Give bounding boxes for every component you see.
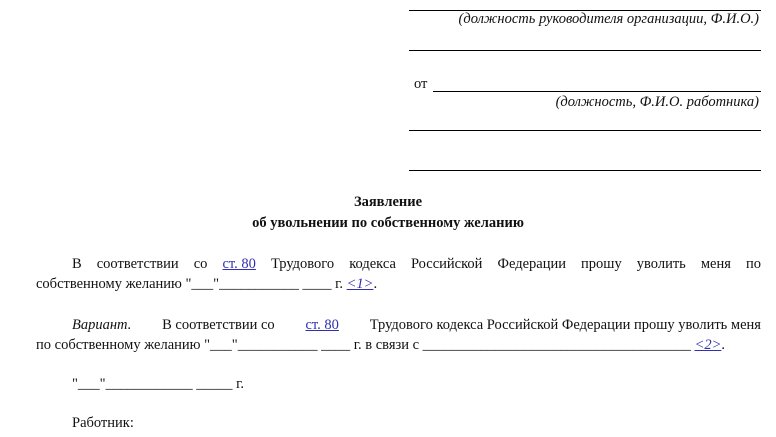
p1-word: прошу	[581, 256, 622, 272]
footnote-2-link[interactable]: <2>	[694, 337, 722, 353]
p1-word: кодекса	[349, 256, 396, 272]
p2-suffix: Трудового кодекса Российской Федерации прошу уволить меня	[369, 317, 761, 333]
p1-word: меня	[700, 256, 731, 272]
p1-end: .	[373, 276, 378, 292]
from-label: от	[414, 76, 428, 92]
p1-word: Российской	[410, 256, 483, 272]
p1-word: по	[745, 256, 761, 272]
employee-line-top	[433, 91, 761, 92]
paragraph2-line2	[36, 337, 725, 354]
paragraph1-line2	[36, 276, 377, 293]
employee-line-middle	[409, 130, 761, 131]
document-subtitle: об увольнении по собственному желанию	[252, 215, 524, 231]
p2-end: .	[721, 337, 726, 353]
director-caption: (должность руководителя организации, Ф.И.О.)	[458, 11, 759, 27]
footnote-1-link[interactable]: <1>	[346, 276, 374, 292]
date-line: "___"____________ _____ г.	[72, 376, 245, 392]
signature-label: Работник:	[72, 415, 134, 431]
p1-word: соответствии	[96, 256, 179, 272]
p1-line2-text: собственному желанию "___"___________ ____ г.	[36, 276, 344, 292]
document-title: Заявление	[353, 194, 423, 210]
p1-word: уволить	[636, 256, 686, 272]
p1-word: В	[72, 256, 82, 272]
article-80-link[interactable]: ст. 80	[222, 256, 256, 272]
p2-line2-text: по собственному желанию "___"___________ ____ г. в связи с _____________________________________	[36, 337, 691, 353]
p1-word: со	[193, 256, 208, 272]
paragraph1-line1	[72, 256, 761, 273]
p2-prefix: В соответствии со	[162, 317, 275, 333]
employee-line-bottom	[409, 170, 761, 171]
director-line-bottom	[409, 50, 761, 51]
article-80-link-variant[interactable]: ст. 80	[305, 317, 339, 333]
p1-word: Трудового	[270, 256, 335, 272]
paragraph2-line1	[72, 317, 761, 334]
p1-word: Федерации	[497, 256, 566, 272]
variant-label: Вариант.	[72, 317, 132, 333]
employee-caption: (должность, Ф.И.О. работника)	[555, 94, 759, 110]
